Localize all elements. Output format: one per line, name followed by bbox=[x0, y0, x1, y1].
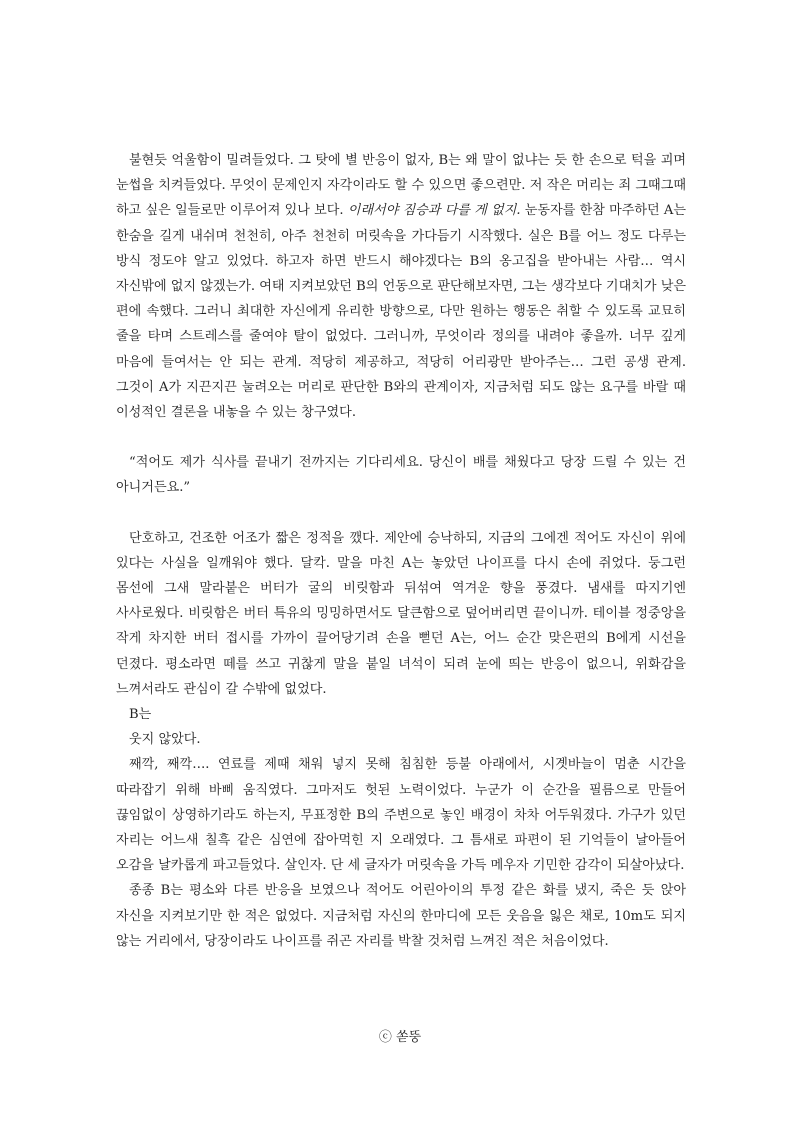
paragraph-7: 종종 B는 평소와 다른 반응을 보였으나 적어도 어린아이의 투정 같은 화를 냈지, 죽은 듯 앉아 자신을 지켜보기만 한 적은 없었다. 지금처럼 자신의 한마디에 모든 웃음을 잃은 채로, 10m도 되지 않는 거리에서, 당장이라도 나이프를 쥐곤 자리를 박찰 것처럼 느껴진 적은 처음이었다. bbox=[116, 883, 686, 949]
copyright-footer: ⓒ 쏟뚱 bbox=[378, 1030, 422, 1045]
paragraph-1 bbox=[116, 148, 686, 425]
dialogue-line: “적어도 제가 식사를 끝내기 전까지는 기다리세요. 당신이 배를 채웠다고 당장 드릴 수 있는 건 아니거든요.” bbox=[116, 455, 686, 496]
paragraph-6: 째깍, 째깍…. 연료를 제때 채워 넣지 못해 침침한 등불 아래에서, 시곗바늘이 멈춘 시간을 따라잡기 위해 바삐 움직였다. 그마저도 헛된 노력이었다. 누군가 이 순간을 필름으로 만들어 끊임없이 상영하기라도 하는지, 무표정한 B의 주변으로 놓인 배경이 차차 어두워졌다. 가구가 있던 자리는 어느새 칠흑 같은 심연에 잡아먹힌 지 오래였다. 그 틈새로 파편이 된 기억들이 날아들어 오감을 날카롭게 파고들었다. 살인자. 단 세 글자가 머릿속을 가득 메우자 기민한 감각이 되살아났다. bbox=[116, 757, 686, 874]
paragraph-3: 단호하고, 건조한 어조가 짧은 정적을 깼다. 제안에 승낙하되, 지금의 그에겐 적어도 자신이 위에 있다는 사실을 일깨워야 했다. 달칵. 말을 마친 A는 놓았던 나이프를 다시 손에 쥐었다. 둥그런 몸선에 그새 말라붙은 버터가 굴의 비릿함과 뒤섞여 역겨운 향을 풍겼다. 냄새를 따지기엔 사사로웠다. 비릿함은 버터 특유의 밍밍하면서도 달큰함으로 덮어버리면 끝이니까. 테이블 정중앙을 작게 차지한 버터 접시를 가까이 끌어당기려 손을 뻗던 A는, 어느 순간 맞은편의 B에게 시선을 던졌다. 평소라면 떼를 쓰고 귀찮게 말을 붙일 녀석이 되려 눈에 띄는 반응이 없으니, 위화감을 느껴서라도 관심이 갈 수밖에 없었다. bbox=[116, 530, 686, 697]
paragraph-1-after: 눈동자를 한참 마주하던 A는 한숨을 길게 내쉬며 천천히, 아주 천천히 머릿속을 가다듬기 시작했다. 실은 B를 어느 정도 다루는 방식 정도야 알고 있었다. 하고자 하면 반드시 해야겠다는 B의 옹고집을 받아내는 사람… 역시 자신밖에 없지 않겠는가. 여태 지켜보았던 B의 언동으로 판단해보자면, 그는 생각보다 기대치가 낮은 편에 속했다. 그러니 최대한 자신에게 유리한 방향으로, 다만 원하는 행동은 취할 수 있도록 교묘히 줄을 타며 스트레스를 줄여야 탈이 없었다. 그러니까, 무엇이라 정의를 내려야 좋을까. 너무 깊게 마음에 들여서는 안 되는 관계. 적당히 제공하고, 적당히 어리광만 받아주는… 그런 공생 관계. 그것이 A가 지끈지끈 눌려오는 머리로 판단한 B와의 관계이자, 지금처럼 되도 않는 요구를 바랄 때 이성적인 결론을 내놓을 수 있는 창구였다. bbox=[116, 203, 686, 421]
document-body bbox=[116, 148, 686, 954]
emphasized-thought: 이래서야 짐승과 다를 게 없지. bbox=[347, 203, 521, 219]
paragraph-1-before: 불현듯 억울함이 밀려들었다. 그 탓에 별 반응이 없자, B는 왜 말이 없냐는 듯 한 손으로 턱을 괴며 눈썹을 치켜들었다. 무엇이 문제인지 자각이라도 할 수 있으면 좋으련만. 저 작은 머리는 죄 그때그때 하고 싶은 일들로만 이루어져 있나 보다. bbox=[116, 153, 686, 219]
paragraph-5: 웃지 않았다. bbox=[129, 732, 201, 748]
paragraph-4: B는 bbox=[129, 707, 152, 723]
